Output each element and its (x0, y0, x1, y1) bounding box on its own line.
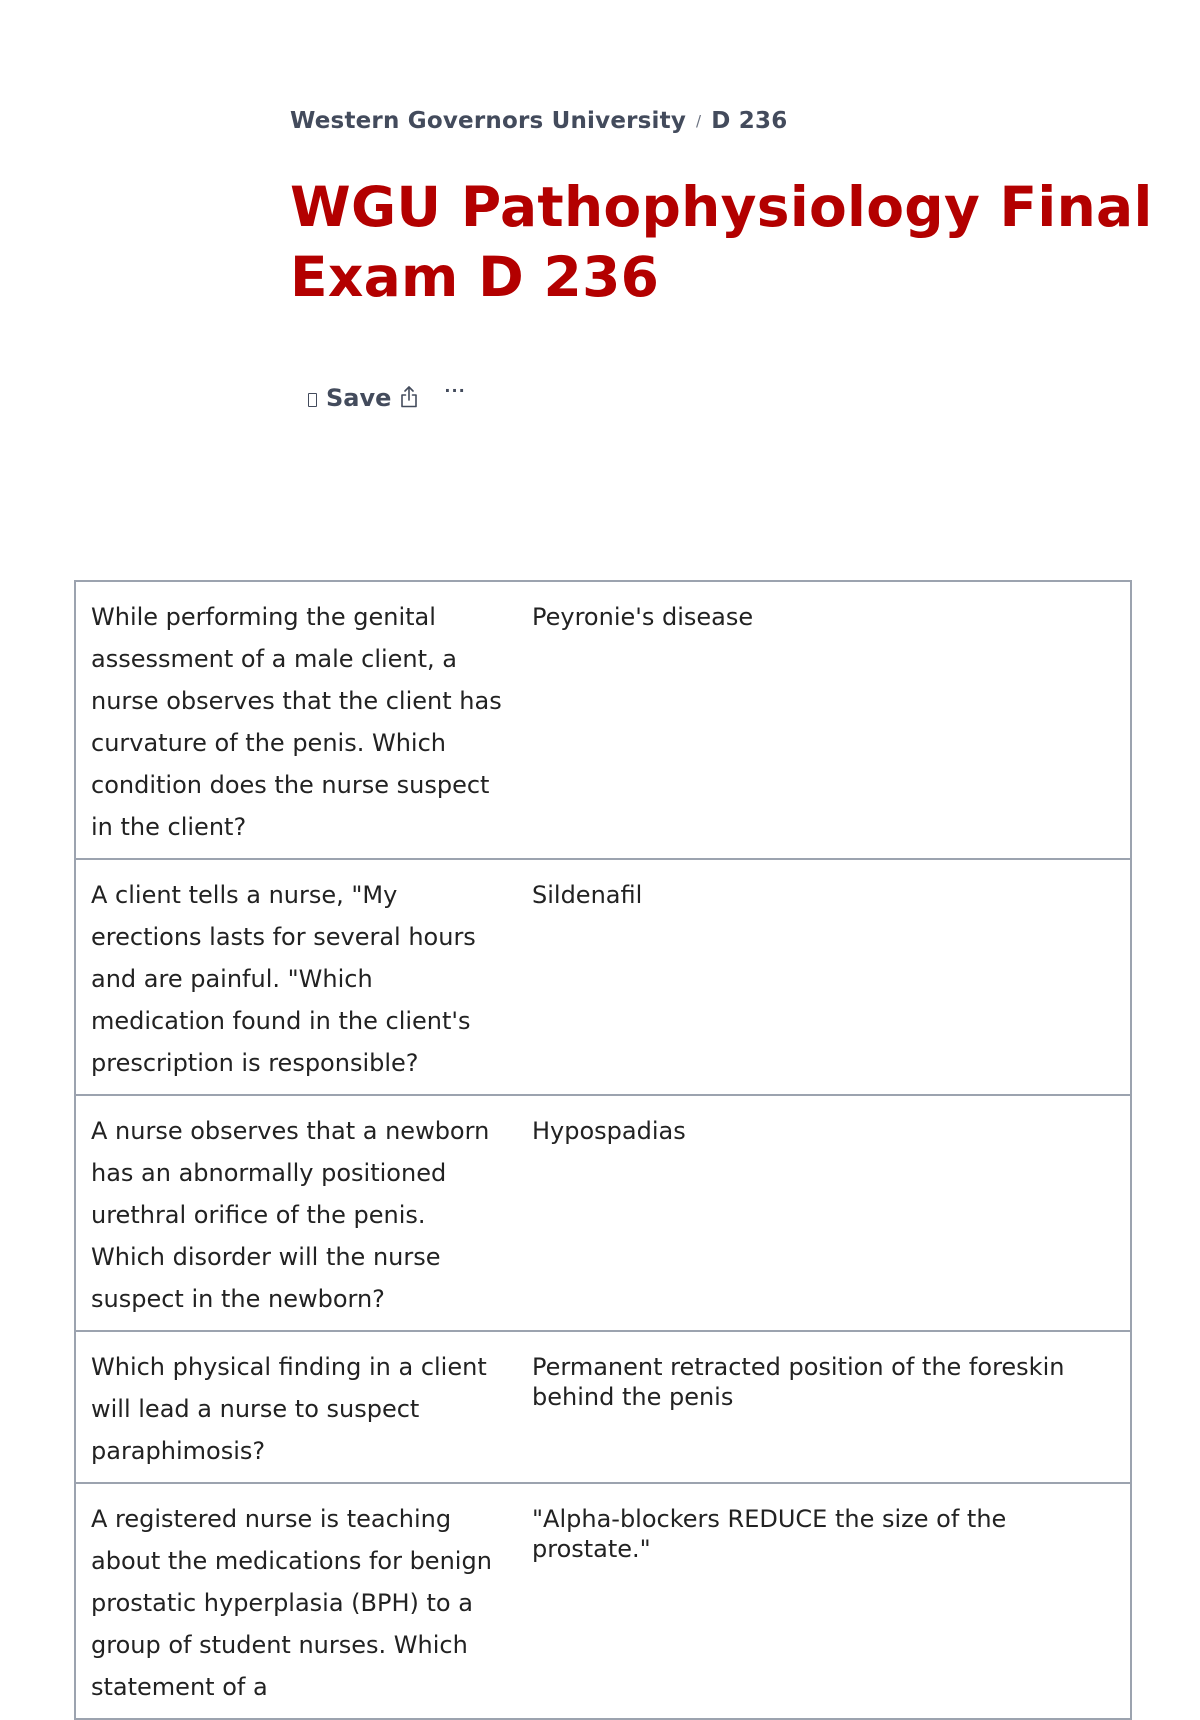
card-term: A client tells a nurse, "My erections lasts for several hours and are painful. "Which medication found in the client's prescription is responsible? (75, 859, 517, 1095)
breadcrumb-school-link[interactable]: Western Governors University (290, 108, 687, 134)
card-definition: Peyronie's disease (532, 603, 754, 631)
share-icon[interactable] (400, 386, 418, 412)
card-term: A nurse observes that a newborn has an abnormally positioned urethral orifice of the penis. Which disorder will the nurse suspect in the newborn? (75, 1095, 517, 1331)
page-title: WGU Pathophysiology Final Exam D 236 (290, 175, 1153, 309)
breadcrumb-separator: / (696, 112, 702, 130)
card-definition: Permanent retracted position of the foreskin behind the penis (517, 1331, 1131, 1483)
flashcard-table (74, 580, 1132, 1720)
card-definition: "Alpha-blockers REDUCE the size of the prostate." (517, 1483, 1131, 1719)
table-row (75, 581, 1131, 859)
card-definition: Hypospadias (517, 1095, 1131, 1331)
breadcrumb-course-link[interactable]: D 236 (711, 108, 788, 134)
card-term: Which physical finding in a client will lead a nurse to suspect paraphimosis? (75, 1331, 517, 1483)
bookmark-icon (308, 393, 317, 407)
table-row (75, 1483, 1131, 1719)
action-bar (308, 383, 466, 412)
breadcrumb (290, 108, 787, 134)
card-term: While performing the genital assessment of a male client, a nurse observes that the client has curvature of the penis. Which condition does the nurse suspect in the client? (91, 603, 502, 841)
save-button[interactable] (308, 384, 391, 412)
more-options-icon[interactable]: ··· (444, 381, 466, 400)
flashcard-table-body (75, 581, 1131, 1719)
table-row (75, 1331, 1131, 1483)
table-row (75, 859, 1131, 1095)
card-definition: Sildenafil (517, 859, 1131, 1095)
table-row (75, 1095, 1131, 1331)
card-term: A registered nurse is teaching about the medications for benign prostatic hyperplasia (BPH) to a group of student nurses. Which statement of a (75, 1483, 517, 1719)
save-label: Save (326, 383, 392, 412)
